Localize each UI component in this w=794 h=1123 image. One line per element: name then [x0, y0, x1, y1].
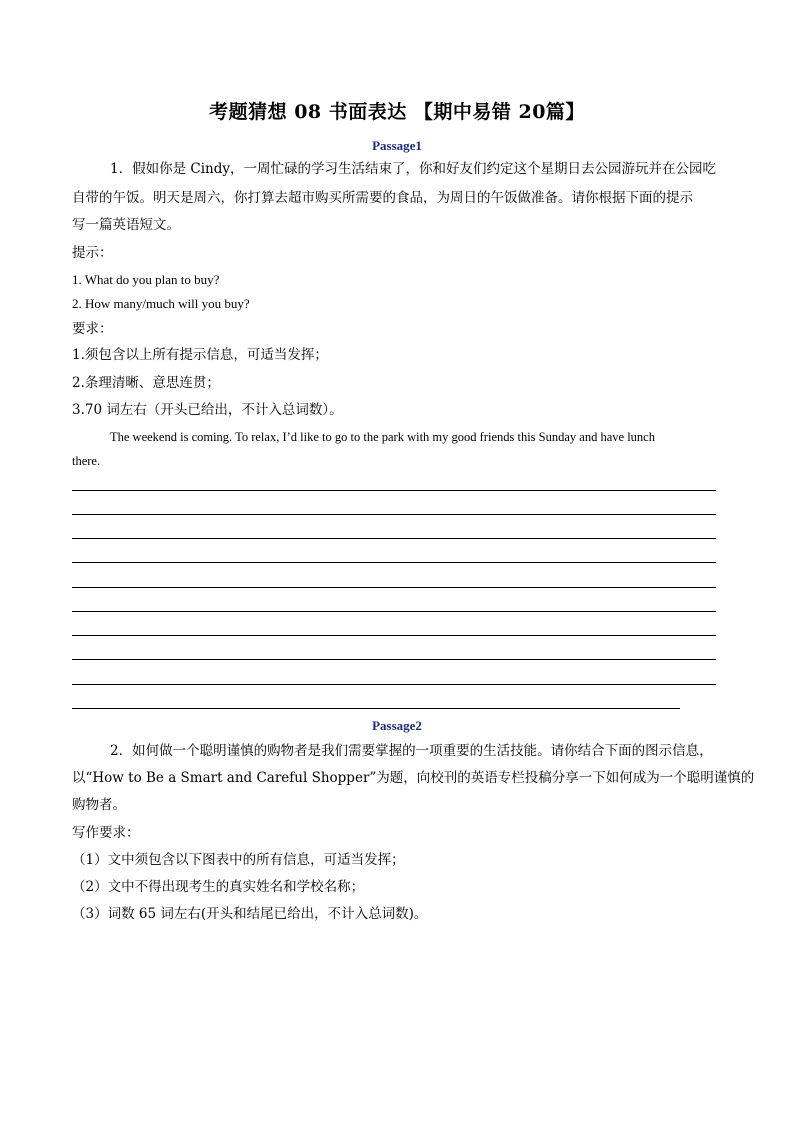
passage2-heading: Passage2 [372, 718, 422, 733]
answer-line [72, 708, 680, 709]
passage1-hint: 2. How many/much will you buy? [72, 296, 250, 311]
passage2-req-label: 写作要求： [72, 825, 140, 841]
answer-line [72, 490, 716, 491]
passage1-opening-line: there. [72, 454, 101, 468]
passage1-opening-line: The weekend is coming. To relax, I’d like to go to the park with my good friends this Sunday and have lunch [110, 430, 655, 444]
passage1-intro-line: 自带的午饭。明天是周六，你打算去超市购买所需要的食品，为周日的午饭做准备。请你根据下面的提示 [72, 190, 693, 206]
answer-line [72, 538, 716, 539]
passage2-intro-line: 2．如何做一个聪明谨慎的购物者是我们需要掌握的一项重要的生活技能。请你结合下面的图示信息， [110, 743, 713, 759]
passage1-hints-label: 提示： [72, 245, 113, 261]
answer-line [72, 684, 716, 685]
passage2-intro-line: 购物者。 [72, 797, 126, 813]
passage2-intro-line: 以“How to Be a Smart and Careful Shopper”为题，向校刊的英语专栏投稿分享一下如何成为一个聪明谨慎的 [72, 770, 755, 786]
page-title: 考题猜想 08 书面表达 【期中易错 20篇】 [209, 101, 585, 123]
passage1-heading: Passage1 [372, 138, 422, 153]
passage1-intro-line: 写一篇英语短文。 [72, 217, 180, 233]
passage1-requirement: 2.条理清晰、意思连贯； [72, 375, 220, 391]
answer-line [72, 587, 716, 588]
answer-line [72, 514, 716, 515]
passage1-hint: 1. What do you plan to buy? [72, 272, 220, 287]
passage1-req-label: 要求： [72, 321, 113, 337]
passage1-intro-line: 1．假如你是 Cindy，一周忙碌的学习生活结束了，你和好友们约定这个星期日去公园游玩并在公园吃 [110, 161, 716, 177]
passage2-requirement: （3）词数 65 词左右(开头和结尾已给出，不计入总词数)。 [72, 906, 428, 922]
answer-line [72, 635, 716, 636]
answer-line [72, 562, 716, 563]
passage2-requirement: （2）文中不得出现考生的真实姓名和学校名称； [72, 879, 365, 895]
answer-line [72, 611, 716, 612]
passage2-requirement: （1）文中须包含以下图表中的所有信息，可适当发挥； [72, 852, 405, 868]
passage1-requirement: 3.70 词左右（开头已给出，不计入总词数）。 [72, 402, 343, 418]
passage1-requirement: 1.须包含以上所有提示信息，可适当发挥； [72, 347, 328, 363]
answer-line [72, 659, 716, 660]
